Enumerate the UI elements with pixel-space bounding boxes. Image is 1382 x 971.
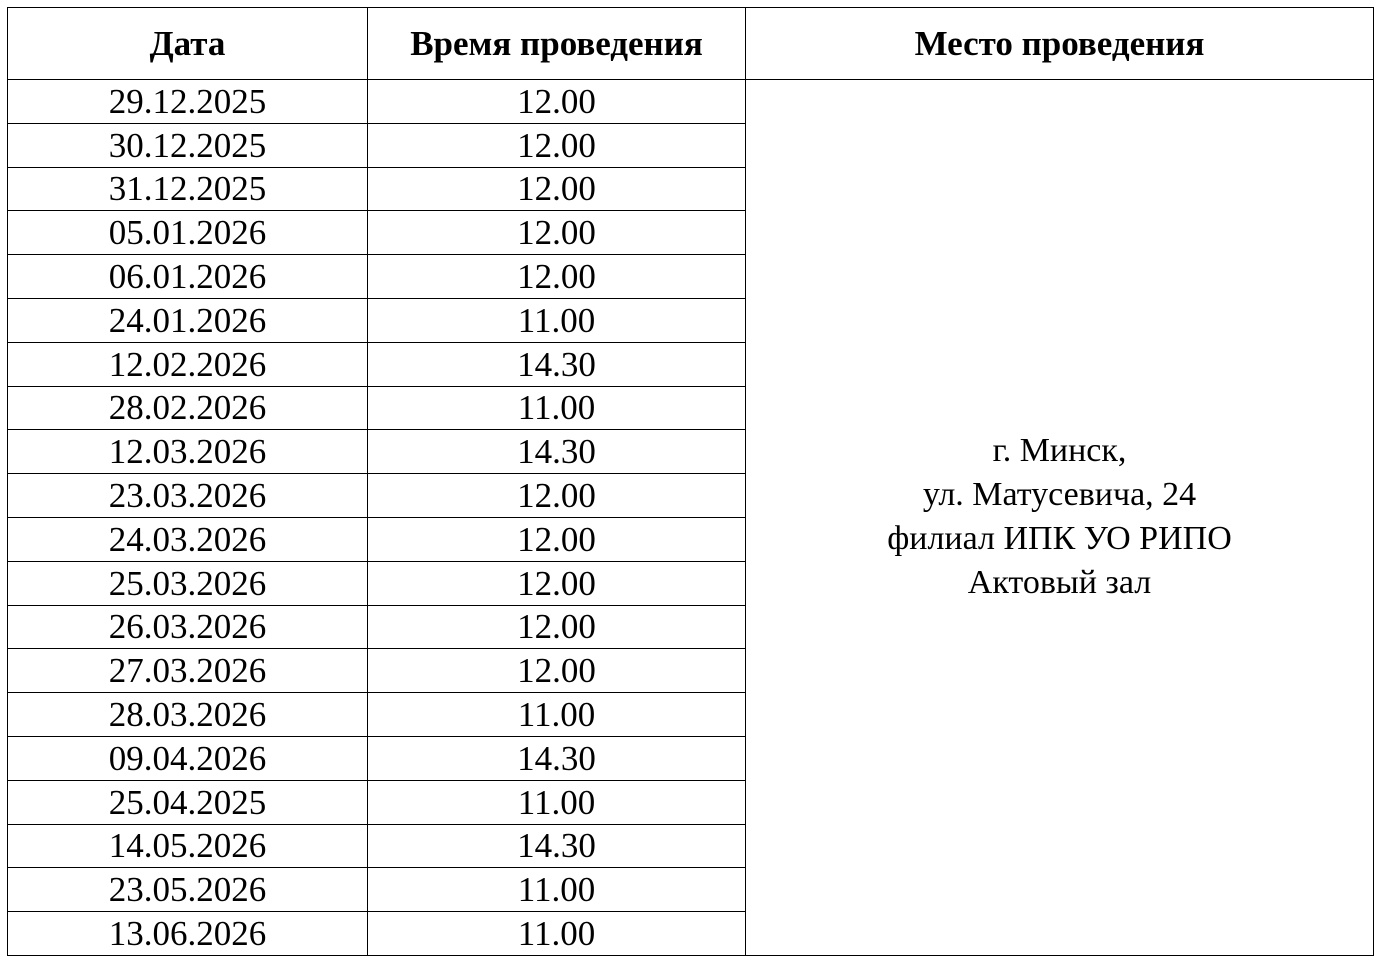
date-cell: 12.03.2026 [8,430,368,474]
time-cell: 11.00 [368,298,746,342]
date-cell: 31.12.2025 [8,167,368,211]
date-cell: 29.12.2025 [8,80,368,124]
date-cell: 23.05.2026 [8,868,368,912]
date-cell: 06.01.2026 [8,255,368,299]
time-cell: 12.00 [368,255,746,299]
place-organization: филиал ИПК УО РИПО [887,520,1232,558]
date-cell: 28.02.2026 [8,386,368,430]
time-cell: 11.00 [368,780,746,824]
date-cell: 25.03.2026 [8,561,368,605]
time-cell: 12.00 [368,123,746,167]
time-cell: 11.00 [368,868,746,912]
time-cell: 11.00 [368,693,746,737]
table-row [8,80,1374,124]
time-cell: 12.00 [368,517,746,561]
place-hall: Актовый зал [967,564,1152,602]
time-cell: 12.00 [368,474,746,518]
date-cell: 14.05.2026 [8,824,368,868]
time-cell: 12.00 [368,211,746,255]
date-cell: 27.03.2026 [8,649,368,693]
time-cell: 12.00 [368,80,746,124]
date-cell: 05.01.2026 [8,211,368,255]
date-cell: 30.12.2025 [8,123,368,167]
time-cell: 12.00 [368,561,746,605]
header-place: Место проведения [746,8,1374,80]
place-city: г. Минск, [992,432,1127,470]
time-cell: 14.30 [368,430,746,474]
date-cell: 26.03.2026 [8,605,368,649]
date-cell: 25.04.2025 [8,780,368,824]
time-cell: 14.30 [368,824,746,868]
time-cell: 14.30 [368,736,746,780]
time-cell: 12.00 [368,167,746,211]
place-cell [746,80,1374,956]
date-cell: 23.03.2026 [8,474,368,518]
time-cell: 12.00 [368,649,746,693]
date-cell: 12.02.2026 [8,342,368,386]
header-row [8,8,1374,80]
time-cell: 11.00 [368,912,746,956]
header-date: Дата [8,8,368,80]
date-cell: 28.03.2026 [8,693,368,737]
date-cell: 13.06.2026 [8,912,368,956]
date-cell: 24.01.2026 [8,298,368,342]
time-cell: 11.00 [368,386,746,430]
time-cell: 12.00 [368,605,746,649]
header-time: Время проведения [368,8,746,80]
time-cell: 14.30 [368,342,746,386]
schedule-body [8,80,1374,956]
place-street: ул. Матусевича, 24 [922,476,1197,514]
date-cell: 24.03.2026 [8,517,368,561]
schedule-table [7,7,1374,956]
date-cell: 09.04.2026 [8,736,368,780]
